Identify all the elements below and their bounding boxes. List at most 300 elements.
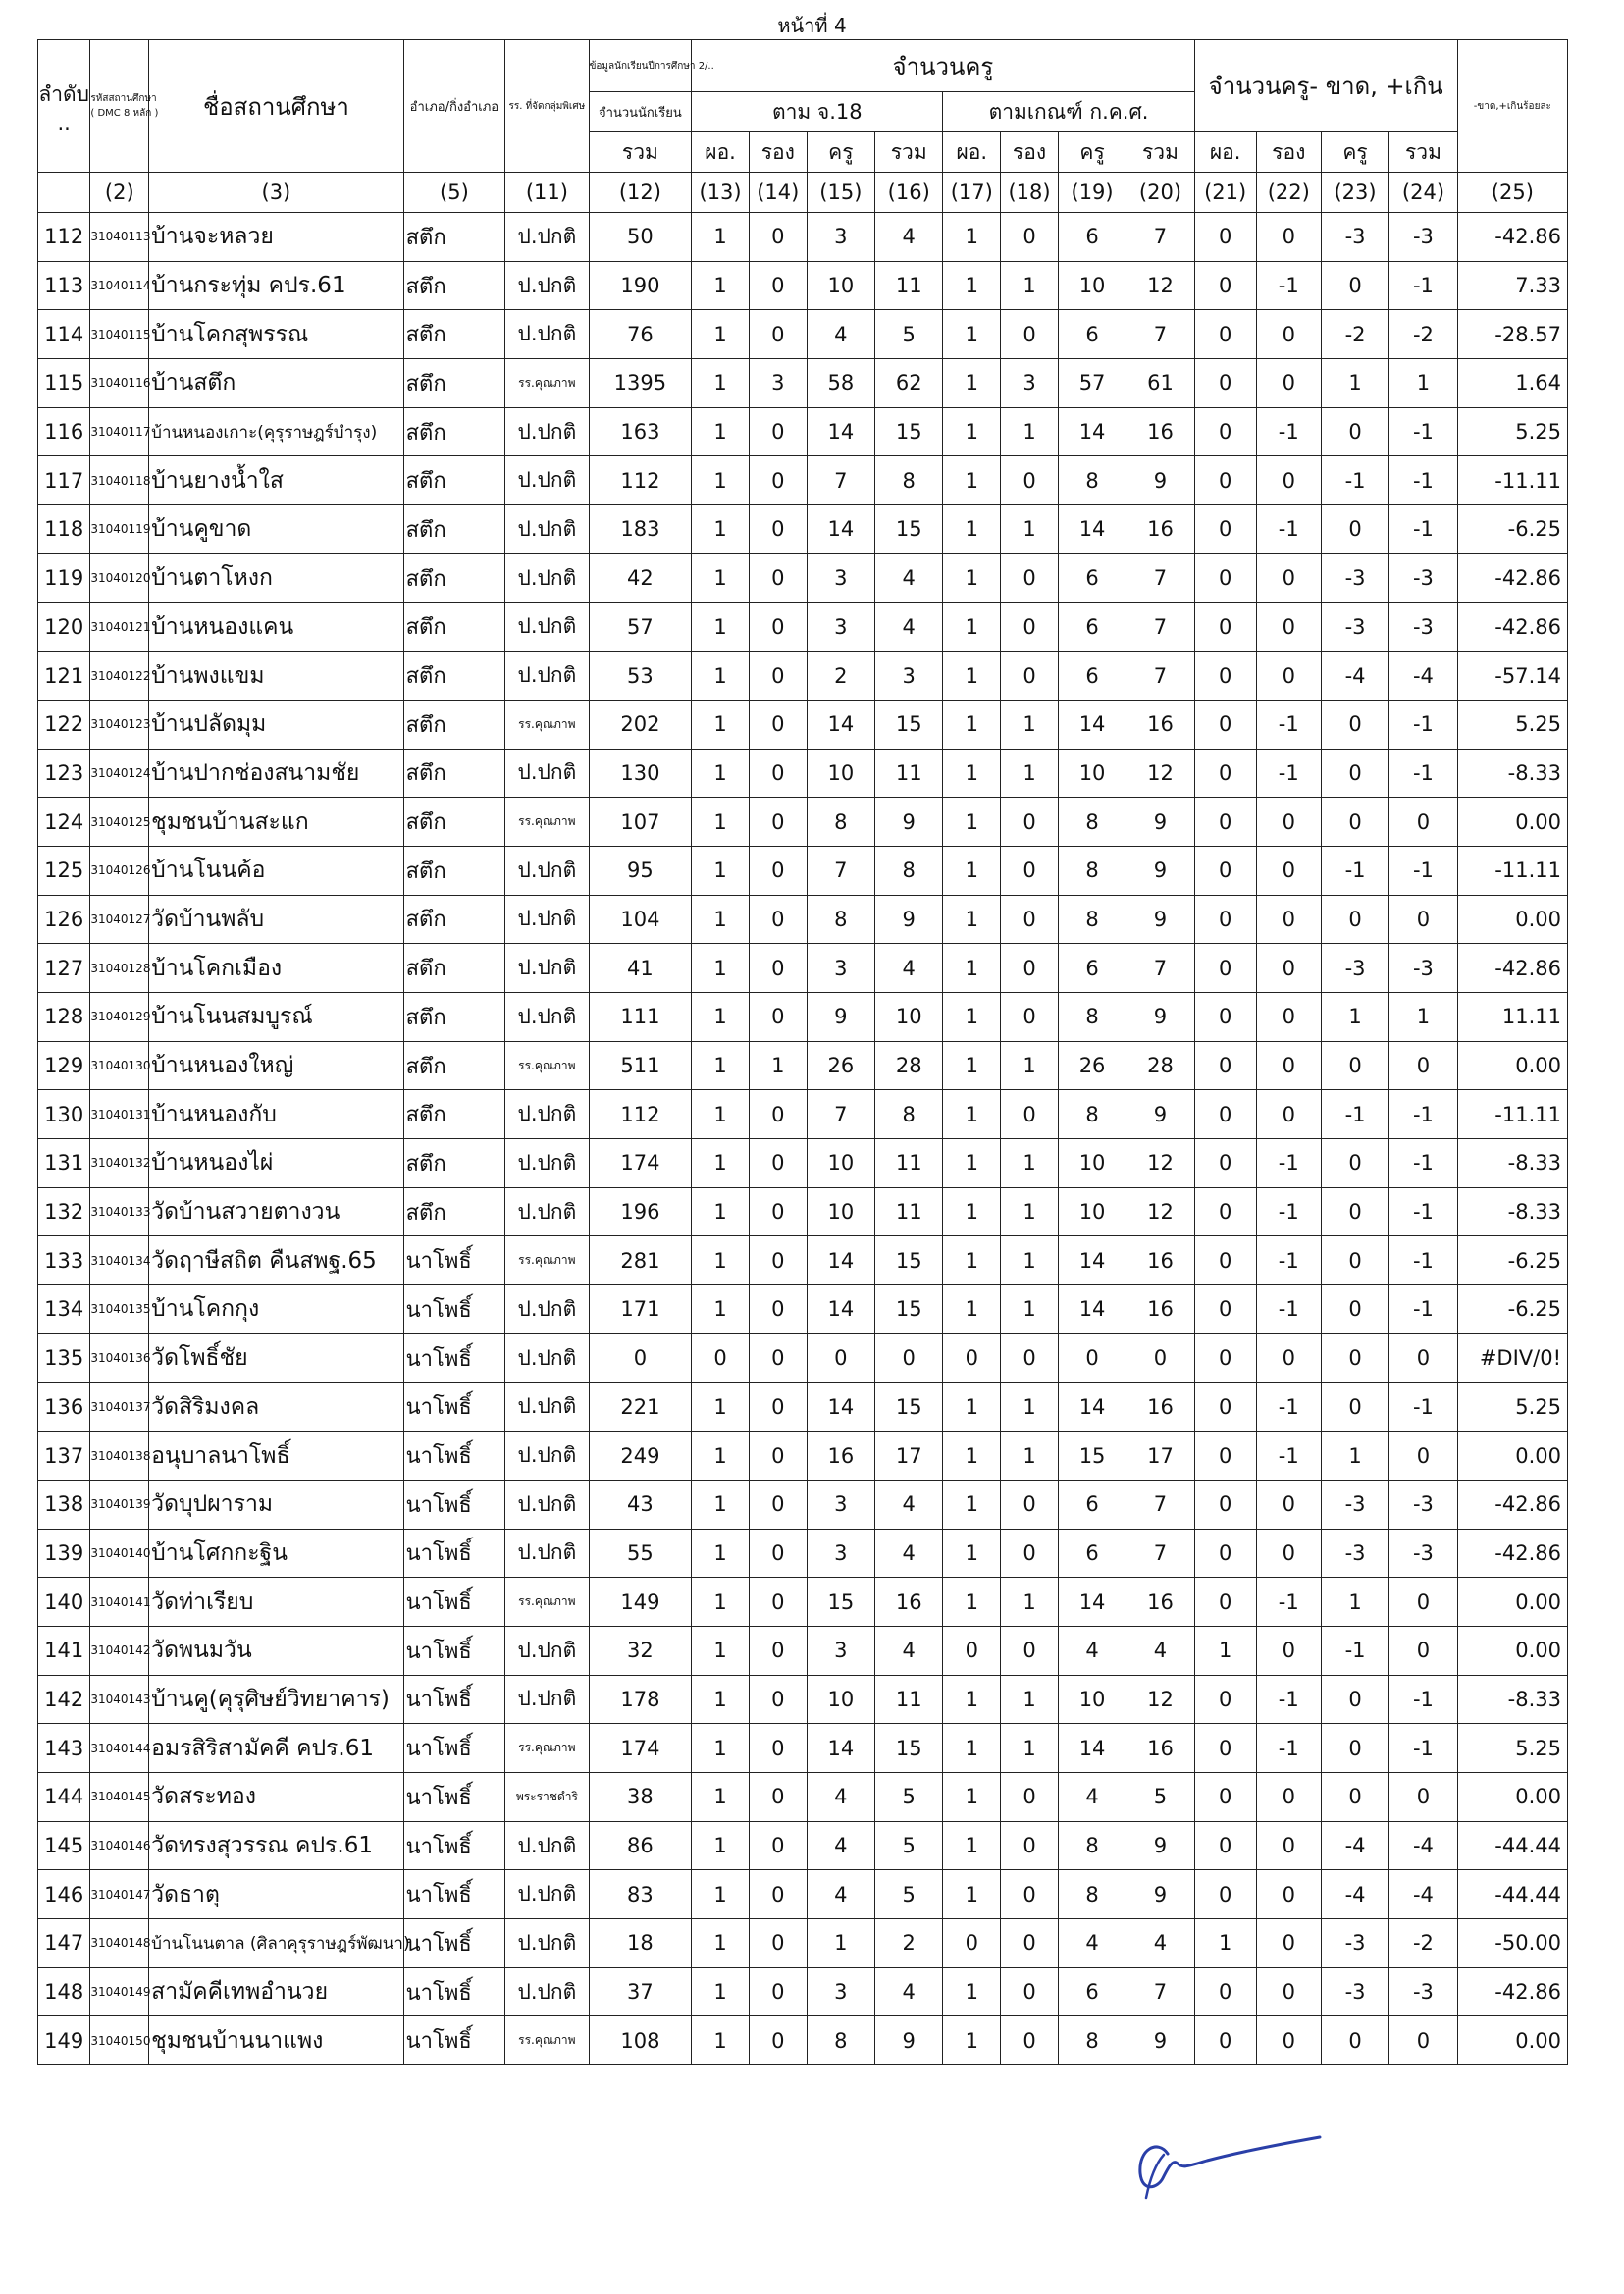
diff-deputy: 0: [1256, 1041, 1321, 1090]
diff-total: -1: [1389, 1090, 1457, 1139]
diff-director: 0: [1194, 213, 1256, 262]
district: สตึก: [403, 993, 505, 1042]
diff-deputy: 0: [1256, 1626, 1321, 1675]
criteria-total: 16: [1126, 1382, 1194, 1432]
school-name: บ้านจะหลวย: [149, 213, 403, 262]
table-row: [38, 749, 1568, 798]
j18-total: 28: [875, 1041, 943, 1090]
sub-header: รวม: [1126, 132, 1194, 173]
j18-director: 1: [692, 944, 750, 993]
criteria-deputy: 0: [1001, 1919, 1059, 1968]
criteria-director: 1: [943, 602, 1001, 652]
diff-teachers: 0: [1321, 1041, 1388, 1090]
district: สตึก: [403, 505, 505, 554]
j18-deputy: 0: [749, 1967, 807, 2016]
diff-percent: -42.86: [1457, 553, 1567, 602]
district: สตึก: [403, 359, 505, 408]
criteria-director: 1: [943, 1967, 1001, 2016]
diff-header: จำนวนครู- ขาด, +เกิน: [1194, 40, 1457, 132]
j18-teachers: 8: [807, 895, 874, 944]
table-row: [38, 1382, 1568, 1432]
district: นาโพธิ์: [403, 1919, 505, 1968]
j18-deputy: 0: [749, 846, 807, 895]
criteria-total: 9: [1126, 1821, 1194, 1870]
criteria-deputy: 1: [1001, 749, 1059, 798]
diff-total: -1: [1389, 407, 1457, 456]
criteria-director: 1: [943, 456, 1001, 505]
criteria-total: 7: [1126, 602, 1194, 652]
j18-deputy: 0: [749, 602, 807, 652]
district: นาโพธิ์: [403, 1382, 505, 1432]
criteria-total: 7: [1126, 944, 1194, 993]
school-code: 31040142: [90, 1626, 149, 1675]
criteria-deputy: 0: [1001, 652, 1059, 701]
criteria-teachers: 8: [1058, 456, 1126, 505]
diff-deputy: 0: [1256, 553, 1321, 602]
district: นาโพธิ์: [403, 1236, 505, 1285]
j18-deputy: 0: [749, 1236, 807, 1285]
row-seq: 125: [38, 846, 90, 895]
district: สตึก: [403, 798, 505, 847]
student-total: 95: [589, 846, 692, 895]
j18-total: 15: [875, 407, 943, 456]
j18-director: 1: [692, 261, 750, 310]
student-total: 249: [589, 1432, 692, 1481]
criteria-director: 1: [943, 993, 1001, 1042]
criteria-deputy: 0: [1001, 1333, 1059, 1382]
students-total-header: รวม: [589, 132, 692, 173]
diff-director: 0: [1194, 261, 1256, 310]
j18-deputy: 0: [749, 1821, 807, 1870]
district-header: อำเภอ/กิ่งอำเภอ: [403, 40, 505, 173]
criteria-director: 1: [943, 1285, 1001, 1334]
sub-header: รวม: [875, 132, 943, 173]
j18-deputy: 0: [749, 1870, 807, 1919]
criteria-director: 1: [943, 1870, 1001, 1919]
j18-director: 1: [692, 1724, 750, 1773]
j18-total: 5: [875, 1870, 943, 1919]
row-seq: 113: [38, 261, 90, 310]
district: สตึก: [403, 1090, 505, 1139]
criteria-director: 1: [943, 1236, 1001, 1285]
school-code: 31040131: [90, 1090, 149, 1139]
table-row: [38, 1139, 1568, 1188]
diff-percent: -42.86: [1457, 944, 1567, 993]
school-type: ป.ปกติ: [505, 1432, 589, 1481]
school-name: บ้านโคกกุง: [149, 1285, 403, 1334]
diff-percent: 5.25: [1457, 1724, 1567, 1773]
diff-teachers: 0: [1321, 2016, 1388, 2065]
column-number: (12): [589, 173, 692, 213]
j18-deputy: 0: [749, 652, 807, 701]
school-name: บ้านหนองไผ่: [149, 1139, 403, 1188]
j18-teachers: 3: [807, 1967, 874, 2016]
j18-total: 4: [875, 1626, 943, 1675]
diff-teachers: -1: [1321, 846, 1388, 895]
school-code: 31040113: [90, 213, 149, 262]
student-total: 104: [589, 895, 692, 944]
student-total: 76: [589, 310, 692, 359]
diff-percent: -42.86: [1457, 213, 1567, 262]
school-type: พระราชดำริ: [505, 1773, 589, 1822]
diff-director: 0: [1194, 944, 1256, 993]
row-seq: 122: [38, 700, 90, 749]
student-total: 178: [589, 1675, 692, 1724]
district: นาโพธิ์: [403, 1870, 505, 1919]
criteria-total: 16: [1126, 407, 1194, 456]
j18-total: 9: [875, 895, 943, 944]
school-code: 31040148: [90, 1919, 149, 1968]
district: สตึก: [403, 407, 505, 456]
criteria-deputy: 1: [1001, 1187, 1059, 1236]
school-code: 31040145: [90, 1773, 149, 1822]
school-code: 31040116: [90, 359, 149, 408]
district: สตึก: [403, 310, 505, 359]
diff-director: 0: [1194, 1041, 1256, 1090]
j18-deputy: 0: [749, 993, 807, 1042]
criteria-deputy: 1: [1001, 407, 1059, 456]
diff-percent: -6.25: [1457, 1285, 1567, 1334]
diff-teachers: 1: [1321, 1578, 1388, 1627]
diff-total: -1: [1389, 1382, 1457, 1432]
table-row: [38, 1919, 1568, 1968]
student-total: 130: [589, 749, 692, 798]
school-type: ป.ปกติ: [505, 1285, 589, 1334]
criteria-teachers: 8: [1058, 2016, 1126, 2065]
diff-percent: -42.86: [1457, 1529, 1567, 1578]
j18-teachers: 14: [807, 1285, 874, 1334]
j18-total: 15: [875, 1724, 943, 1773]
j18-deputy: 0: [749, 407, 807, 456]
diff-total: -3: [1389, 1529, 1457, 1578]
table-row: [38, 1626, 1568, 1675]
j18-teachers: 0: [807, 1333, 874, 1382]
j18-total: 16: [875, 1578, 943, 1627]
school-name: บ้านปลัดมุม: [149, 700, 403, 749]
diff-teachers: 0: [1321, 749, 1388, 798]
criteria-teachers: 14: [1058, 1285, 1126, 1334]
j18-director: 1: [692, 1187, 750, 1236]
diff-percent: 1.64: [1457, 359, 1567, 408]
criteria-teachers: 6: [1058, 1967, 1126, 2016]
student-total: 196: [589, 1187, 692, 1236]
table-row: [38, 553, 1568, 602]
criteria-deputy: 1: [1001, 1139, 1059, 1188]
row-seq: 114: [38, 310, 90, 359]
criteria-director: 1: [943, 261, 1001, 310]
criteria-deputy: 1: [1001, 261, 1059, 310]
district: สตึก: [403, 261, 505, 310]
criteria-deputy: 0: [1001, 213, 1059, 262]
sub-header: รอง: [1256, 132, 1321, 173]
criteria-total: 12: [1126, 1139, 1194, 1188]
criteria-total: 9: [1126, 895, 1194, 944]
student-total: 86: [589, 1821, 692, 1870]
j18-director: 1: [692, 1139, 750, 1188]
j18-total: 9: [875, 2016, 943, 2065]
diff-percent: -8.33: [1457, 749, 1567, 798]
district: นาโพธิ์: [403, 1675, 505, 1724]
row-seq: 121: [38, 652, 90, 701]
j18-deputy: 0: [749, 1773, 807, 1822]
diff-total: -2: [1389, 310, 1457, 359]
school-name: วัดบ้านสวายตางวน: [149, 1187, 403, 1236]
student-total: 50: [589, 213, 692, 262]
diff-teachers: 0: [1321, 1285, 1388, 1334]
column-number: (5): [403, 173, 505, 213]
diff-total: 0: [1389, 798, 1457, 847]
school-name: อนุบาลนาโพธิ์: [149, 1432, 403, 1481]
diff-percent: -11.11: [1457, 846, 1567, 895]
student-total: 174: [589, 1724, 692, 1773]
column-number: (20): [1126, 173, 1194, 213]
diff-deputy: -1: [1256, 1578, 1321, 1627]
school-type: ป.ปกติ: [505, 944, 589, 993]
diff-percent: -44.44: [1457, 1821, 1567, 1870]
diff-total: -1: [1389, 261, 1457, 310]
school-type: ป.ปกติ: [505, 1967, 589, 2016]
code-header: [90, 40, 159, 173]
school-code: 31040114: [90, 261, 149, 310]
j18-director: 1: [692, 456, 750, 505]
criteria-deputy: 0: [1001, 1529, 1059, 1578]
j18-director: 1: [692, 553, 750, 602]
diff-director: 0: [1194, 1773, 1256, 1822]
j18-teachers: 15: [807, 1578, 874, 1627]
row-seq: 135: [38, 1333, 90, 1382]
j18-deputy: 0: [749, 213, 807, 262]
row-seq: 144: [38, 1773, 90, 1822]
diff-teachers: 0: [1321, 261, 1388, 310]
diff-director: 1: [1194, 1919, 1256, 1968]
criteria-director: 1: [943, 1432, 1001, 1481]
criteria-deputy: 1: [1001, 1724, 1059, 1773]
criteria-total: 9: [1126, 456, 1194, 505]
j18-director: 1: [692, 1773, 750, 1822]
school-code: 31040117: [90, 407, 149, 456]
j18-total: 11: [875, 1675, 943, 1724]
table-row: [38, 1090, 1568, 1139]
row-seq: 116: [38, 407, 90, 456]
criteria-total: 7: [1126, 553, 1194, 602]
school-type: รร.คุณภาพ: [505, 1724, 589, 1773]
student-total: 107: [589, 798, 692, 847]
student-total: 174: [589, 1139, 692, 1188]
diff-total: 0: [1389, 1578, 1457, 1627]
column-number: (25): [1457, 173, 1567, 213]
column-number: (18): [1001, 173, 1059, 213]
table-row: [38, 456, 1568, 505]
teacher-allocation-table: [37, 39, 1568, 2065]
school-code: 31040134: [90, 1236, 149, 1285]
j18-director: 1: [692, 1480, 750, 1529]
diff-deputy: 0: [1256, 944, 1321, 993]
school-type: รร.คุณภาพ: [505, 1041, 589, 1090]
criteria-total: 28: [1126, 1041, 1194, 1090]
student-total: 42: [589, 553, 692, 602]
school-name: บ้านคู(คุรุศิษย์วิทยาคาร): [149, 1675, 403, 1724]
criteria-total: 16: [1126, 1236, 1194, 1285]
diff-teachers: 1: [1321, 993, 1388, 1042]
diff-director: 0: [1194, 553, 1256, 602]
j18-director: 1: [692, 1626, 750, 1675]
j18-director: 1: [692, 1870, 750, 1919]
district: สตึก: [403, 1041, 505, 1090]
row-seq: 115: [38, 359, 90, 408]
row-seq: 123: [38, 749, 90, 798]
district: นาโพธิ์: [403, 1285, 505, 1334]
criteria-deputy: 0: [1001, 310, 1059, 359]
j18-total: 11: [875, 1139, 943, 1188]
school-type: ป.ปกติ: [505, 993, 589, 1042]
diff-total: -3: [1389, 944, 1457, 993]
row-seq: 129: [38, 1041, 90, 1090]
school-code: 31040120: [90, 553, 149, 602]
diff-percent: 5.25: [1457, 407, 1567, 456]
j18-deputy: 0: [749, 798, 807, 847]
criteria-deputy: 0: [1001, 1480, 1059, 1529]
diff-deputy: 0: [1256, 1773, 1321, 1822]
diff-teachers: -3: [1321, 1480, 1388, 1529]
diff-deputy: -1: [1256, 1382, 1321, 1432]
school-code: 31040137: [90, 1382, 149, 1432]
j18-deputy: 0: [749, 749, 807, 798]
diff-teachers: 0: [1321, 1187, 1388, 1236]
criteria-deputy: 0: [1001, 895, 1059, 944]
diff-total: -3: [1389, 602, 1457, 652]
diff-total: 1: [1389, 993, 1457, 1042]
row-seq: 118: [38, 505, 90, 554]
row-seq: 140: [38, 1578, 90, 1627]
school-code: 31040150: [90, 2016, 149, 2065]
criteria-director: 1: [943, 1187, 1001, 1236]
j18-teachers: 3: [807, 1480, 874, 1529]
criteria-teachers: 8: [1058, 1090, 1126, 1139]
table-row: [38, 213, 1568, 262]
j18-total: 4: [875, 213, 943, 262]
criteria-director: 1: [943, 700, 1001, 749]
j18-teachers: 14: [807, 700, 874, 749]
criteria-teachers: 6: [1058, 1529, 1126, 1578]
j18-teachers: 58: [807, 359, 874, 408]
criteria-teachers: 26: [1058, 1041, 1126, 1090]
j18-director: 1: [692, 1529, 750, 1578]
table-row: [38, 1529, 1568, 1578]
column-number: (3): [149, 173, 403, 213]
j18-teachers: 7: [807, 456, 874, 505]
school-name: วัดบ้านพลับ: [149, 895, 403, 944]
student-total: 511: [589, 1041, 692, 1090]
j18-deputy: 0: [749, 895, 807, 944]
diff-deputy: 0: [1256, 456, 1321, 505]
diff-deputy: 0: [1256, 602, 1321, 652]
criteria-deputy: 0: [1001, 1626, 1059, 1675]
diff-teachers: 0: [1321, 407, 1388, 456]
j18-director: 1: [692, 700, 750, 749]
criteria-deputy: 0: [1001, 993, 1059, 1042]
diff-percent: 0.00: [1457, 1626, 1567, 1675]
sub-header: รวม: [1389, 132, 1457, 173]
diff-teachers: -3: [1321, 944, 1388, 993]
diff-deputy: -1: [1256, 700, 1321, 749]
student-total: 112: [589, 456, 692, 505]
diff-deputy: 0: [1256, 1333, 1321, 1382]
school-code: 31040140: [90, 1529, 149, 1578]
diff-percent: #DIV/0!: [1457, 1333, 1567, 1382]
criteria-teachers: 4: [1058, 1919, 1126, 1968]
criteria-total: 4: [1126, 1626, 1194, 1675]
school-type: ป.ปกติ: [505, 213, 589, 262]
diff-teachers: -1: [1321, 1090, 1388, 1139]
school-type: รร.คุณภาพ: [505, 700, 589, 749]
diff-deputy: 0: [1256, 652, 1321, 701]
district: สตึก: [403, 456, 505, 505]
school-code: 31040147: [90, 1870, 149, 1919]
row-seq: 128: [38, 993, 90, 1042]
diff-teachers: 0: [1321, 1382, 1388, 1432]
table-row: [38, 2016, 1568, 2065]
sub-header: ผอ.: [943, 132, 1001, 173]
criteria-teachers: 14: [1058, 1382, 1126, 1432]
diff-director: 0: [1194, 700, 1256, 749]
school-type: ป.ปกติ: [505, 652, 589, 701]
criteria-deputy: 0: [1001, 602, 1059, 652]
j18-director: 1: [692, 213, 750, 262]
diff-teachers: 1: [1321, 359, 1388, 408]
criteria-teachers: 10: [1058, 1675, 1126, 1724]
table-row: [38, 993, 1568, 1042]
school-name: บ้านยางน้ำใส: [149, 456, 403, 505]
diff-director: 0: [1194, 798, 1256, 847]
criteria-director: 1: [943, 553, 1001, 602]
diff-director: 0: [1194, 652, 1256, 701]
diff-deputy: -1: [1256, 1187, 1321, 1236]
j18-director: 1: [692, 359, 750, 408]
diff-percent: -8.33: [1457, 1139, 1567, 1188]
diff-director: 1: [1194, 1626, 1256, 1675]
school-code: 31040119: [90, 505, 149, 554]
criteria-total: 7: [1126, 213, 1194, 262]
j18-teachers: 3: [807, 602, 874, 652]
table-row: [38, 1870, 1568, 1919]
column-number: (22): [1256, 173, 1321, 213]
j18-total: 8: [875, 1090, 943, 1139]
diff-teachers: -1: [1321, 1626, 1388, 1675]
criteria-teachers: 6: [1058, 1480, 1126, 1529]
j18-deputy: 0: [749, 456, 807, 505]
student-total: 281: [589, 1236, 692, 1285]
school-code: 31040127: [90, 895, 149, 944]
diff-total: -1: [1389, 846, 1457, 895]
j18-teachers: 14: [807, 407, 874, 456]
diff-deputy: -1: [1256, 1285, 1321, 1334]
j18-deputy: 0: [749, 2016, 807, 2065]
criteria-total: 9: [1126, 798, 1194, 847]
table-row: [38, 798, 1568, 847]
criteria-teachers: 10: [1058, 261, 1126, 310]
school-code: 31040128: [90, 944, 149, 993]
criteria-deputy: 0: [1001, 846, 1059, 895]
criteria-director: 1: [943, 1382, 1001, 1432]
table-row: [38, 407, 1568, 456]
j18-director: 1: [692, 895, 750, 944]
school-code: 31040126: [90, 846, 149, 895]
j18-director: 1: [692, 1919, 750, 1968]
j18-teachers: 8: [807, 2016, 874, 2065]
j18-total: 4: [875, 1529, 943, 1578]
criteria-teachers: 14: [1058, 1724, 1126, 1773]
school-type: ป.ปกติ: [505, 1870, 589, 1919]
